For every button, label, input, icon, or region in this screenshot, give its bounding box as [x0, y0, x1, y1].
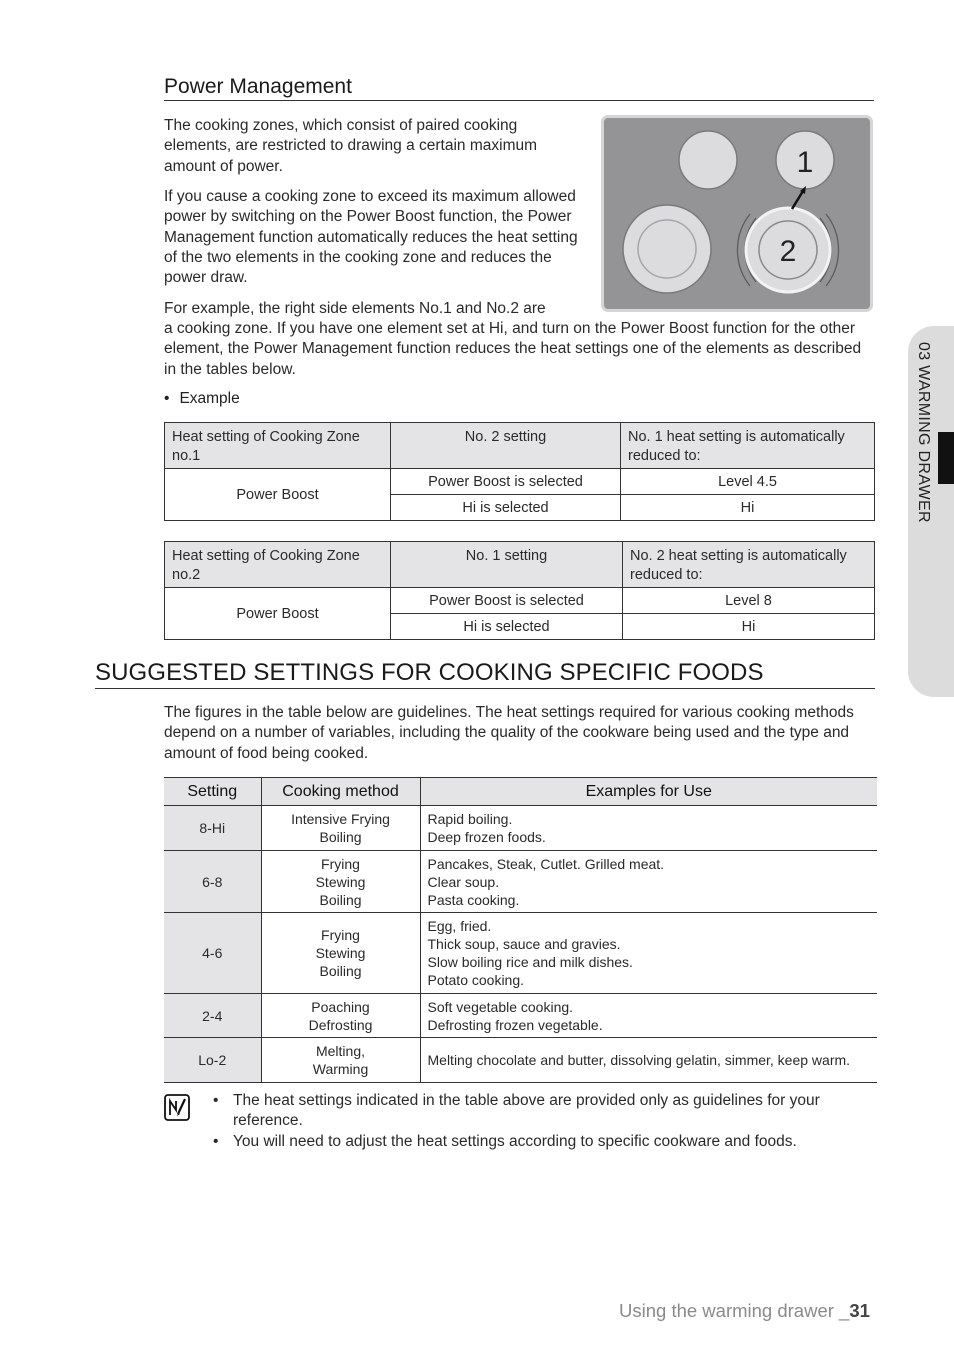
header-examples: Examples for Use — [420, 778, 877, 806]
burner-top-left — [679, 131, 737, 189]
zone2-table — [164, 541, 875, 640]
example-line: Melting chocolate and butter, dissolving gelatin, simmer, keep warm. — [427, 1052, 851, 1068]
element-2-label: 2 — [779, 235, 797, 268]
note-text: The heat settings indicated in the table above are provided only as guidelines for your reference. — [233, 1092, 820, 1130]
example-line: Egg, fried. — [427, 918, 492, 934]
method-line: Boiling — [319, 963, 362, 979]
method-cell — [261, 851, 420, 913]
table-row — [164, 806, 877, 851]
table-cell: Level 8 — [623, 588, 875, 614]
table-cell: Hi — [621, 495, 875, 521]
method-line: Intensive Frying — [291, 811, 390, 827]
setting-cell: 2-4 — [164, 994, 261, 1038]
examples-cell — [420, 913, 877, 994]
table-cell: Power Boost is selected — [391, 469, 621, 495]
example-bullet-item — [164, 390, 240, 408]
method-line: Frying — [321, 927, 360, 943]
setting-cell: 8-Hi — [164, 806, 261, 851]
header-cooking-method: Cooking method — [261, 778, 420, 806]
section-title-power-management: Power Management — [164, 75, 352, 98]
method-line: Frying — [321, 855, 360, 872]
page-footer — [619, 1300, 870, 1322]
cooktop-illustration — [604, 118, 870, 309]
method-line: Melting, — [315, 1043, 366, 1059]
paragraph-1: The cooking zones, which consist of paired cooking elements, are restricted to drawing a certain maximum amount of power. — [164, 117, 538, 175]
header-reduced-to: No. 1 heat setting is automatically reduced to: — [621, 423, 875, 469]
method-cell — [261, 994, 420, 1038]
footer-text: Using the warming drawer _ — [619, 1300, 850, 1321]
table-cell: Level 4.5 — [621, 469, 875, 495]
example-line: Potato cooking. — [427, 972, 525, 988]
cooktop-diagram — [601, 115, 873, 312]
table-row — [164, 851, 877, 913]
method-cell — [261, 806, 420, 851]
method-line: Poaching — [311, 998, 370, 1015]
zone1-table — [164, 422, 875, 521]
row-label-power-boost: Power Boost — [165, 588, 391, 640]
bullet: • — [164, 390, 170, 407]
header-heat-setting: Heat setting of Cooking Zone no.2 — [165, 542, 391, 588]
section-title-suggested-settings: SUGGESTED SETTINGS FOR COOKING SPECIFIC FOODS — [95, 659, 764, 686]
title-rule — [164, 100, 874, 101]
header-no2-setting: No. 2 setting — [391, 423, 621, 469]
examples-cell — [420, 994, 877, 1038]
chapter-marker — [938, 432, 954, 484]
method-line: Stewing — [315, 873, 366, 890]
table-cell: Hi is selected — [391, 614, 623, 640]
example-line: Defrosting frozen vegetable. — [427, 1016, 603, 1033]
paragraph-3-line1: For example, the right side elements No.1 and No.2 are — [164, 300, 546, 317]
examples-cell — [420, 851, 877, 913]
header-no1-setting: No. 1 setting — [391, 542, 623, 588]
header-reduced-to: No. 2 heat setting is automatically reduced to: — [623, 542, 875, 588]
bullet: • — [213, 1133, 219, 1150]
table-row — [164, 1038, 877, 1083]
example-line: Pasta cooking. — [427, 891, 520, 908]
title-rule — [95, 688, 875, 689]
method-line: Stewing — [315, 945, 366, 961]
paragraph-3-rest: a cooking zone. If you have one element set at Hi, and turn on the Power Boost function for the other element, the Power Management function reduces the heat settings one of the elements as described in the tables below. — [164, 320, 862, 378]
burner-bottom-left — [623, 205, 711, 293]
setting-cell: 4-6 — [164, 913, 261, 994]
table-cell: Power Boost is selected — [391, 588, 623, 614]
note-item — [213, 1132, 873, 1152]
table-cell: Hi is selected — [391, 495, 621, 521]
examples-cell — [420, 1038, 877, 1083]
examples-cell — [420, 806, 877, 851]
table-row — [164, 994, 877, 1038]
method-cell — [261, 913, 420, 994]
setting-cell: Lo-2 — [164, 1038, 261, 1083]
table-cell: Hi — [623, 614, 875, 640]
table-row — [164, 913, 877, 994]
method-line: Boiling — [319, 891, 362, 908]
method-line: Defrosting — [308, 1016, 373, 1033]
example-line: Slow boiling rice and milk dishes. — [427, 954, 633, 970]
example-line: Rapid boiling. — [427, 811, 513, 827]
element-1-label: 1 — [796, 146, 814, 179]
example-line: Thick soup, sauce and gravies. — [427, 936, 621, 952]
setting-cell: 6-8 — [164, 851, 261, 913]
chapter-label: 03 WARMING DRAWER — [915, 342, 932, 523]
note-text: You will need to adjust the heat settings according to specific cookware and foods. — [233, 1133, 797, 1150]
method-cell — [261, 1038, 420, 1083]
link-arrow — [792, 191, 803, 209]
example-line: Soft vegetable cooking. — [427, 998, 574, 1015]
page-number: 31 — [849, 1300, 870, 1321]
example-line: Clear soup. — [427, 873, 500, 890]
method-line: Warming — [312, 1061, 369, 1077]
note-pencil-icon — [164, 1094, 190, 1121]
cooking-settings-table — [164, 777, 877, 1083]
paragraph-2: If you cause a cooking zone to exceed its maximum allowed power by switching on the Power Boost function, the Power Management function automatically reduces the heat setting of the two elements in the cooking zone and reduces the power draw. — [164, 188, 578, 287]
example-label: Example — [179, 390, 240, 407]
note-item — [213, 1091, 853, 1132]
example-line: Deep frozen foods. — [427, 829, 546, 845]
header-heat-setting: Heat setting of Cooking Zone no.1 — [165, 423, 391, 469]
header-setting: Setting — [164, 778, 261, 806]
method-line: Boiling — [319, 829, 362, 845]
suggested-intro: The figures in the table below are guidelines. The heat settings required for various cooking methods depend on a number of variables, including the quality of the cookware being used and the type and amount of food being cooked. — [164, 704, 854, 762]
row-label-power-boost: Power Boost — [165, 469, 391, 521]
bullet: • — [213, 1092, 219, 1109]
example-line: Pancakes, Steak, Cutlet. Grilled meat. — [427, 855, 665, 872]
